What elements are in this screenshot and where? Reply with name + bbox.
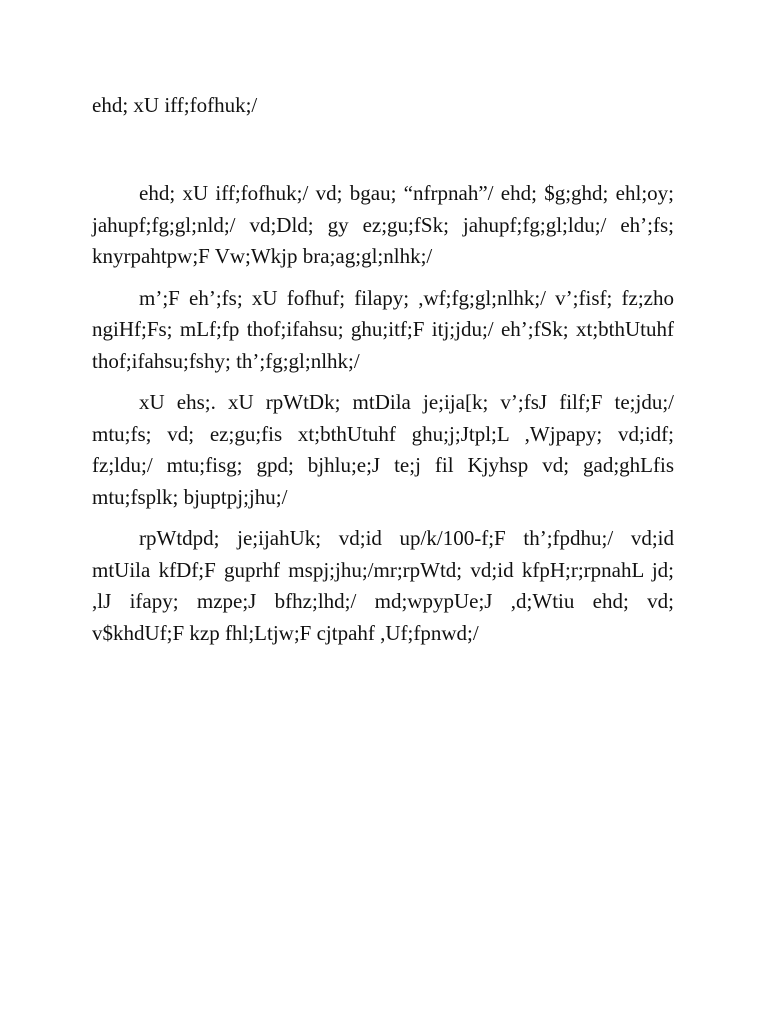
paragraph-4: rpWtdpd; je;ijahUk; vd;id up/k/100-f;F th’;fpdhu;/ vd;id mtUila kfDf;F guprhf mspj;jhu;/mr;rpWtd; vd;id kfpH;r;rpnahL jd; ,lJ ifapy; mzpe;J bfhz;lhd;/ md;wpypUe;J ,d;Wtiu ehd; vd; v$khdUf;F kzp fhl;Ltjw;F cjtpahf ,Uf;fpnwd;/ (92, 526, 674, 645)
paragraph-3: xU ehs;. xU rpWtDk; mtDila je;ija[k; v’;fsJ filf;F te;jdu;/ mtu;fs; vd; ez;gu;fis xt;bthUtuhf ghu;j;Jtpl;L ,Wjpapy; vd;idf; fz;ldu;/ mtu;fisg; gpd; bjhlu;e;J te;j fil Kjyhsp vd; gad;ghLfis mtu;fsplk; bjuptpj;jhu;/ (92, 390, 674, 509)
document-title: ehd; xU iff;fofhuk;/ (92, 93, 258, 117)
paragraph-2: m’;F eh’;fs; xU fofhuf; filapy; ,wf;fg;gl;nlhk;/ v’;fisf; fz;zho ngiHf;Fs; mLf;fp thof;ifahsu; ghu;itf;F itj;jdu;/ eh’;fSk; xt;bthUtuhf thof;ifahsu;fshy; th’;fg;gl;nlhk;/ (92, 285, 674, 373)
document-body (92, 178, 674, 659)
paragraph-1: ehd; xU iff;fofhuk;/ vd; bgau; “nfrpnah”/ ehd; $g;ghd; ehl;oy; jahupf;fg;gl;nld;/ vd;Dld; gy ez;gu;fSk; jahupf;fg;gl;ldu;/ eh’;fs; knyrpahtpw;F Vw;Wkjp bra;ag;gl;nlhk;/ (92, 181, 674, 268)
